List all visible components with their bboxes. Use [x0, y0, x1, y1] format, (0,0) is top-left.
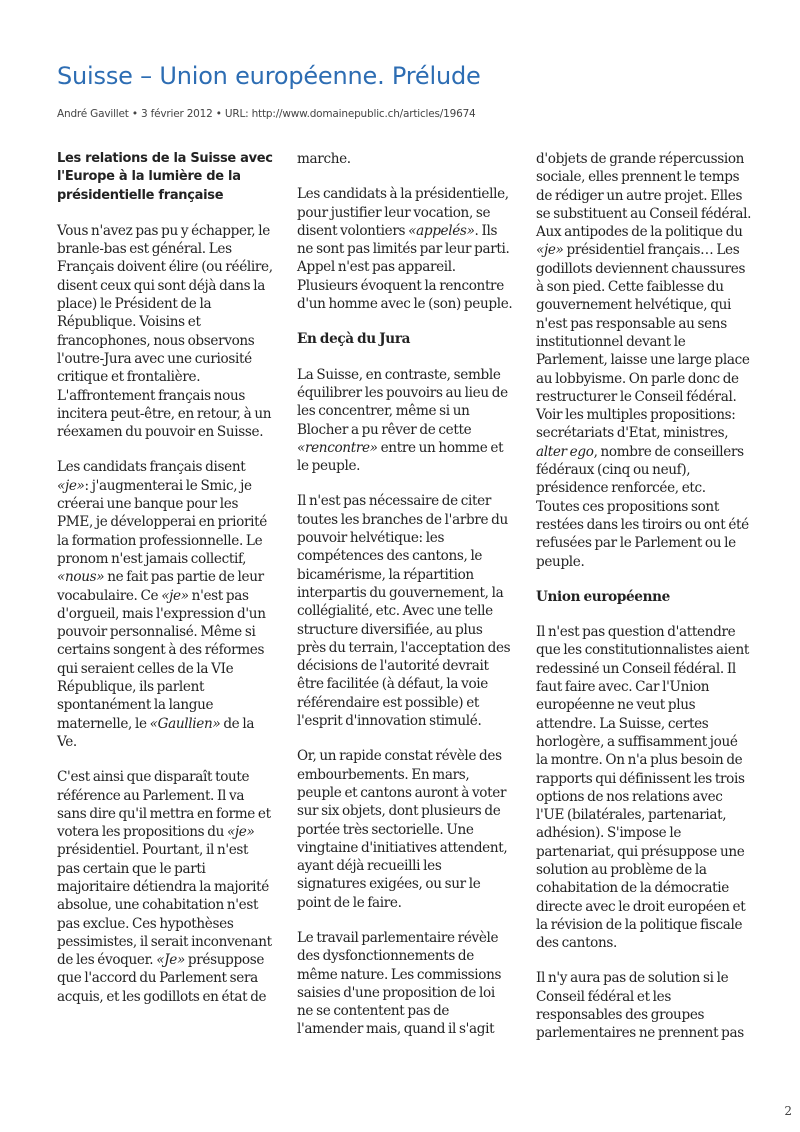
page-title: Suisse – Union européenne. Prélude [57, 62, 481, 90]
paragraph: d'objets de grande répercussion sociale, elles prennent le temps de rédiger un autre projet. Elles se substituent au Conseil fédéral. Aux antipodes de la politique du «je» présidentiel français… Les godillots deviennent chaussures à son pied. Cette faiblesse du gouvernement helvétique, qui n'est pas responsable au sens institutionnel devant le Parlement, laisse une large place au lobbyisme. On parle donc de restructurer le Conseil fédéral. Voir les multiples propositions: secrétariats d'Etat, ministres, alter ego, nombre de conseillers fédéraux (cinq ou neuf), présidence renforcée, etc. Toutes ces propositions sont restées dans les tiroirs ou ont été refusées par le Parlement ou le peuple. [536, 151, 752, 570]
column-2 [297, 150, 513, 1039]
section-heading: Union européenne [536, 588, 670, 605]
paragraph: Il n'est pas nécessaire de citer toutes les branches de l'arbre du pouvoir helvétique: les compétences des cantons, le bicamérisme, la répartition interpartis du gouvernement, la collégialité, etc. Avec une telle structure diversifiée, au plus près du terrain, l'acceptation des décisions de l'autorité devrait être facilitée (à défaut, la voie référendaire est possible) et l'esprit d'innovation stimulé. [297, 493, 511, 730]
column-3 [536, 150, 752, 1043]
paragraph: Les candidats à la présidentielle, pour justifier leur vocation, se disent volontiers «appelés». Ils ne sont pas limités par leur parti. Appel n'est pas appareil. Plusieurs évoquent la rencontre d'un homme avec le (son) peuple. [297, 186, 513, 313]
paragraph: marche. [297, 151, 351, 167]
paragraph: C'est ainsi que disparaît toute référence au Parlement. Il va sans dire qu'il mettra en forme et votera les propositions du «je» présidentiel. Pourtant, il n'est pas certain que le parti majoritaire détiendra la majorité absolue, une cohabitation n'est pas exclue. Ces hypothèses pessimistes, il serait inconvenant de les évoquer. «Je» présuppose que l'accord du Parlement sera acquis, et les godillots en état de [57, 769, 272, 1005]
section-heading: En deçà du Jura [297, 331, 411, 348]
page-number: 2 [784, 1104, 792, 1118]
column-1 [57, 150, 273, 1006]
byline: André Gavillet • 3 février 2012 • URL: http://www.domainepublic.ch/articles/19674 [57, 108, 476, 120]
paragraph: Le travail parlementaire révèle des dysfonctionnements de même nature. Les commissions saisies d'une proposition de loi ne se contentent pas de l'amender mais, quand il s'agit [297, 929, 502, 1038]
paragraph: Vous n'avez pas pu y échapper, le branle-bas est général. Les Français doivent élire (ou réélire, disent ceux qui sont déjà dans la place) le Président de la République. Voisins et francophones, nous observons l'outre-Jura avec une curiosité critique et frontalière. L'affrontement français nous incitera peut-être, en retour, à un réexamen du pouvoir en Suisse. [57, 222, 273, 441]
paragraph: La Suisse, en contraste, semble équilibrer les pouvoirs au lieu de les concentrer, même si un Blocher a pu rêver de cette «rencontre» entre un homme et le peuple. [297, 366, 508, 475]
paragraph: Or, un rapide constat révèle des embourbements. En mars, peuple et cantons auront à voter sur six objets, dont plusieurs de portée très sectorielle. Une vingtaine d'initiatives attendent, ayant déjà recueilli les signatures exigées, ou sur le point de le faire. [297, 748, 508, 911]
lead-heading: Les relations de la Suisse avec l'Europe à la lumière de la présidentielle française [57, 151, 273, 203]
paragraph: Les candidats français disent «je»: j'augmenterai le Smic, je créerai une banque pour les PME, je développerai en priorité la formation professionnelle. Le pronom n'est jamais collectif, «nous» ne fait pas partie de leur vocabulaire. Ce «je» n'est pas d'orgueil, mais l'expression d'un pouvoir personnalisé. Même si certains songent à des réformes qui seraient celles de la VIe République, ils parlent spontanément la langue maternelle, le «Gaullien» de la Ve. [57, 459, 267, 750]
paragraph: Il n'est pas question d'attendre que les constitutionnalistes aient redessiné un Conseil fédéral. Il faut faire avec. Car l'Union européenne ne veut plus attendre. La Suisse, certes horlogère, a suffisamment joué la montre. On n'a plus besoin de rapports qui définissent les trois options de nos relations avec l'UE (bilatérales, partenariat, adhésion). S'impose le partenariat, qui présuppose une solution au problème de la cohabitation de la démocratie directe avec le droit européen et la révision de la politique fiscale des cantons. [536, 624, 749, 952]
paragraph: Il n'y aura pas de solution si le Conseil fédéral et les responsables des groupes parlementaires ne prennent pas [536, 970, 744, 1042]
